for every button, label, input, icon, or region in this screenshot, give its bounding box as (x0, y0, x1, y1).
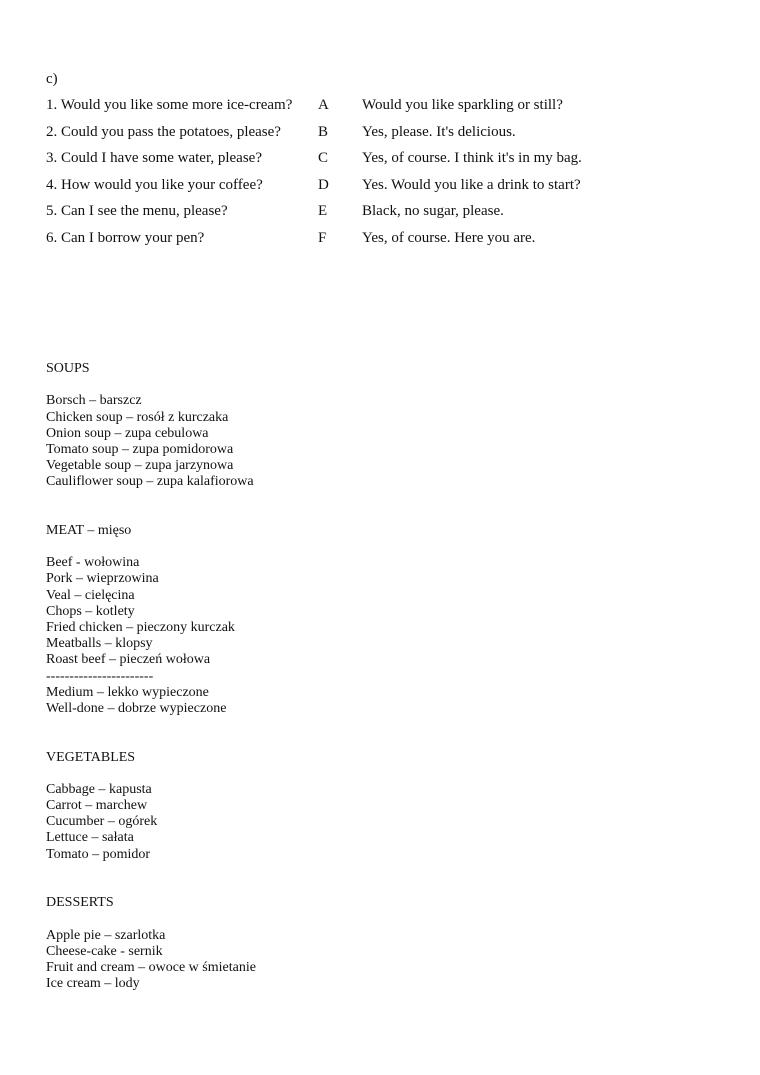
match-question: 2. Could you pass the potatoes, please? (46, 123, 281, 140)
vocab-item: Chops – kotlety (46, 603, 135, 619)
match-answer: Black, no sugar, please. (362, 203, 504, 220)
vocab-item: Tomato soup – zupa pomidorowa (46, 441, 234, 457)
vocab-item: Cheese-cake - sernik (46, 943, 163, 959)
section-heading-meat: MEAT – mięso (46, 522, 132, 538)
match-letter: D (318, 176, 329, 193)
vocab-item: Beef - wołowina (46, 555, 140, 571)
vocab-item: Pork – wieprzowina (46, 571, 159, 587)
match-question: 3. Could I have some water, please? (46, 150, 262, 167)
match-answer: Yes, please. It's delicious. (362, 123, 516, 140)
vocab-item: Lettuce – sałata (46, 830, 134, 846)
vocab-item: Roast beef – pieczeń wołowa (46, 652, 211, 668)
vocab-item: Medium – lekko wypieczone (46, 684, 209, 700)
vocabulary-list (46, 361, 256, 992)
match-letter: E (318, 203, 328, 220)
section-heading-desserts: DESSERTS (46, 895, 114, 911)
vocab-item: Meatballs – klopsy (46, 636, 153, 652)
match-answer: Yes, of course. Here you are. (362, 229, 536, 246)
vocab-item: Well-done – dobrze wypieczone (46, 700, 227, 716)
match-question: 4. How would you like your coffee? (46, 176, 263, 193)
divider-line: ----------------------- (46, 668, 154, 684)
spacer (46, 717, 256, 749)
match-letter: A (318, 97, 329, 113)
match-answer: Yes. Would you like a drink to start? (362, 176, 581, 193)
vocab-item: Tomato – pomidor (46, 846, 151, 862)
spacer (46, 539, 256, 555)
section-heading-soups: SOUPS (46, 361, 90, 376)
vocab-item: Apple pie – szarlotka (46, 927, 166, 943)
vocab-item: Cabbage – kapusta (46, 781, 152, 797)
match-letter: F (318, 229, 327, 246)
vocab-item: Fruit and cream – owoce w śmietanie (46, 959, 256, 975)
match-letter: C (318, 150, 329, 167)
vocab-item: Vegetable soup – zupa jarzynowa (46, 458, 234, 474)
exercise-label: c) (46, 71, 58, 87)
vocab-item: Fried chicken – pieczony kurczak (46, 620, 235, 636)
match-question: 1. Would you like some more ice-cream? (46, 97, 293, 113)
vocab-item: Ice cream – lody (46, 976, 140, 992)
section-heading-vegetables: VEGETABLES (46, 749, 136, 765)
spacer (46, 863, 256, 895)
match-question: 6. Can I borrow your pen? (46, 229, 205, 246)
vocab-item: Cauliflower soup – zupa kalafiorowa (46, 474, 254, 490)
spacer (46, 491, 256, 523)
spacer (46, 377, 256, 393)
spacer (46, 911, 256, 927)
match-letter: B (318, 123, 329, 140)
vocab-item: Carrot – marchew (46, 798, 148, 814)
match-answer: Would you like sparkling or still? (362, 97, 563, 113)
vocab-item: Onion soup – zupa cebulowa (46, 425, 209, 441)
match-question: 5. Can I see the menu, please? (46, 203, 228, 220)
vocab-item: Chicken soup – rosół z kurczaka (46, 409, 229, 425)
spacer (46, 766, 256, 782)
vocab-item: Cucumber – ogórek (46, 814, 158, 830)
match-answer: Yes, of course. I think it's in my bag. (362, 150, 582, 167)
vocab-item: Borsch – barszcz (46, 393, 142, 409)
vocab-item: Veal – cielęcina (46, 587, 135, 603)
